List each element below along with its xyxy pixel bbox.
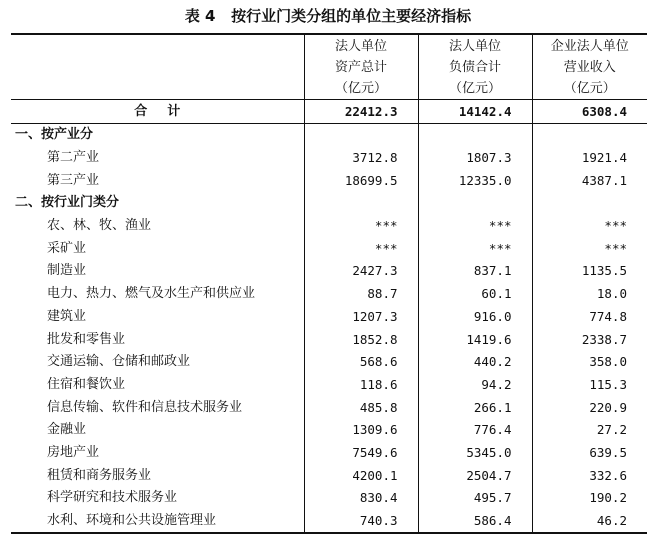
cell-assets: 1207.3 — [304, 306, 418, 329]
header-line: （亿元） — [334, 80, 387, 96]
header-line: 法人单位 — [448, 38, 501, 54]
empty-cell — [304, 192, 418, 215]
empty-cell — [418, 192, 532, 215]
row-label: 租赁和商务服务业 — [47, 467, 152, 483]
table-row — [11, 260, 647, 283]
row-label: 科学研究和技术服务业 — [47, 490, 178, 506]
header-line: 法人单位 — [334, 38, 387, 54]
cell-assets: 18699.5 — [304, 169, 418, 192]
table-row — [11, 464, 647, 487]
total-row — [11, 100, 647, 124]
header-revenue — [532, 34, 647, 100]
cell-assets: 1309.6 — [304, 419, 418, 442]
table-row — [11, 396, 647, 419]
row-label: 房地产业 — [47, 444, 100, 460]
table-row — [11, 306, 647, 329]
cell-assets: 2427.3 — [304, 260, 418, 283]
table-row — [11, 487, 647, 510]
total-assets: 22412.3 — [304, 100, 418, 124]
cell-liabilities: 776.4 — [418, 419, 532, 442]
cell-liabilities: 5345.0 — [418, 442, 532, 465]
cell-revenue: 1921.4 — [532, 147, 647, 170]
header-line: 负债合计 — [448, 59, 501, 75]
empty-cell — [532, 124, 647, 147]
total-liabilities: 14142.4 — [418, 100, 532, 124]
table-row — [11, 147, 647, 170]
table-row — [11, 510, 647, 534]
table-body — [11, 100, 647, 534]
cell-assets: 7549.6 — [304, 442, 418, 465]
total-revenue: 6308.4 — [532, 100, 647, 124]
cell-revenue: 220.9 — [532, 396, 647, 419]
cell-liabilities: 1419.6 — [418, 328, 532, 351]
empty-cell — [532, 192, 647, 215]
cell-revenue: 332.6 — [532, 464, 647, 487]
cell-assets: 1852.8 — [304, 328, 418, 351]
cell-revenue: 46.2 — [532, 510, 647, 534]
table-header — [11, 34, 647, 100]
cell-revenue: *** — [532, 237, 647, 260]
cell-assets: 568.6 — [304, 351, 418, 374]
row-label: 交通运输、仓储和邮政业 — [47, 354, 191, 370]
cell-assets: *** — [304, 237, 418, 260]
cell-revenue: 4387.1 — [532, 169, 647, 192]
row-label: 金融业 — [47, 422, 87, 438]
header-line: （亿元） — [448, 80, 501, 96]
section-heading-row — [11, 124, 647, 147]
header-row — [11, 34, 647, 100]
row-label: 采矿业 — [47, 240, 87, 256]
section-heading: 二、按行业门类分 — [15, 195, 120, 211]
row-label: 住宿和餐饮业 — [47, 376, 126, 392]
row-label: 批发和零售业 — [47, 331, 126, 347]
cell-revenue: 27.2 — [532, 419, 647, 442]
cell-liabilities: 916.0 — [418, 306, 532, 329]
table-row — [11, 215, 647, 238]
cell-liabilities: 94.2 — [418, 374, 532, 397]
cell-liabilities: 1807.3 — [418, 147, 532, 170]
cell-liabilities: *** — [418, 215, 532, 238]
cell-liabilities: 60.1 — [418, 283, 532, 306]
cell-assets: *** — [304, 215, 418, 238]
table-title: 表 4 按行业门类分组的单位主要经济指标 — [184, 7, 472, 25]
cell-revenue: 115.3 — [532, 374, 647, 397]
cell-assets: 88.7 — [304, 283, 418, 306]
header-line: （亿元） — [563, 80, 616, 96]
row-label: 信息传输、软件和信息技术服务业 — [47, 399, 243, 415]
cell-liabilities: 586.4 — [418, 510, 532, 534]
row-label: 农、林、牧、渔业 — [47, 218, 152, 234]
table-row — [11, 283, 647, 306]
cell-liabilities: 266.1 — [418, 396, 532, 419]
cell-assets: 830.4 — [304, 487, 418, 510]
table-row — [11, 374, 647, 397]
header-assets — [304, 34, 418, 100]
cell-liabilities: 495.7 — [418, 487, 532, 510]
cell-revenue: 18.0 — [532, 283, 647, 306]
table-row — [11, 419, 647, 442]
section-heading: 一、按产业分 — [15, 127, 94, 143]
header-liabilities — [418, 34, 532, 100]
row-label: 水利、环境和公共设施管理业 — [47, 513, 217, 529]
cell-assets: 3712.8 — [304, 147, 418, 170]
empty-cell — [418, 124, 532, 147]
header-label-blank — [11, 34, 304, 100]
indicator-table — [11, 33, 647, 534]
total-label: 合计 — [11, 100, 304, 124]
header-line: 营业收入 — [563, 59, 616, 75]
cell-assets: 118.6 — [304, 374, 418, 397]
row-label: 建筑业 — [47, 308, 87, 324]
cell-assets: 740.3 — [304, 510, 418, 534]
cell-liabilities: *** — [418, 237, 532, 260]
cell-liabilities: 440.2 — [418, 351, 532, 374]
cell-revenue: 774.8 — [532, 306, 647, 329]
table-row — [11, 351, 647, 374]
cell-liabilities: 2504.7 — [418, 464, 532, 487]
header-line: 资产总计 — [334, 59, 387, 75]
cell-revenue: *** — [532, 215, 647, 238]
row-label: 电力、热力、燃气及水生产和供应业 — [47, 286, 256, 302]
row-label: 制造业 — [47, 263, 87, 279]
cell-assets: 485.8 — [304, 396, 418, 419]
table-row — [11, 328, 647, 351]
cell-revenue: 639.5 — [532, 442, 647, 465]
cell-revenue: 358.0 — [532, 351, 647, 374]
empty-cell — [304, 124, 418, 147]
cell-liabilities: 837.1 — [418, 260, 532, 283]
table-row — [11, 169, 647, 192]
table-row — [11, 442, 647, 465]
table-row — [11, 237, 647, 260]
cell-liabilities: 12335.0 — [418, 169, 532, 192]
row-label: 第二产业 — [47, 150, 100, 166]
cell-revenue: 190.2 — [532, 487, 647, 510]
cell-revenue: 1135.5 — [532, 260, 647, 283]
section-heading-row — [11, 192, 647, 215]
header-line: 企业法人单位 — [550, 38, 629, 54]
cell-assets: 4200.1 — [304, 464, 418, 487]
row-label: 第三产业 — [47, 172, 100, 188]
cell-revenue: 2338.7 — [532, 328, 647, 351]
